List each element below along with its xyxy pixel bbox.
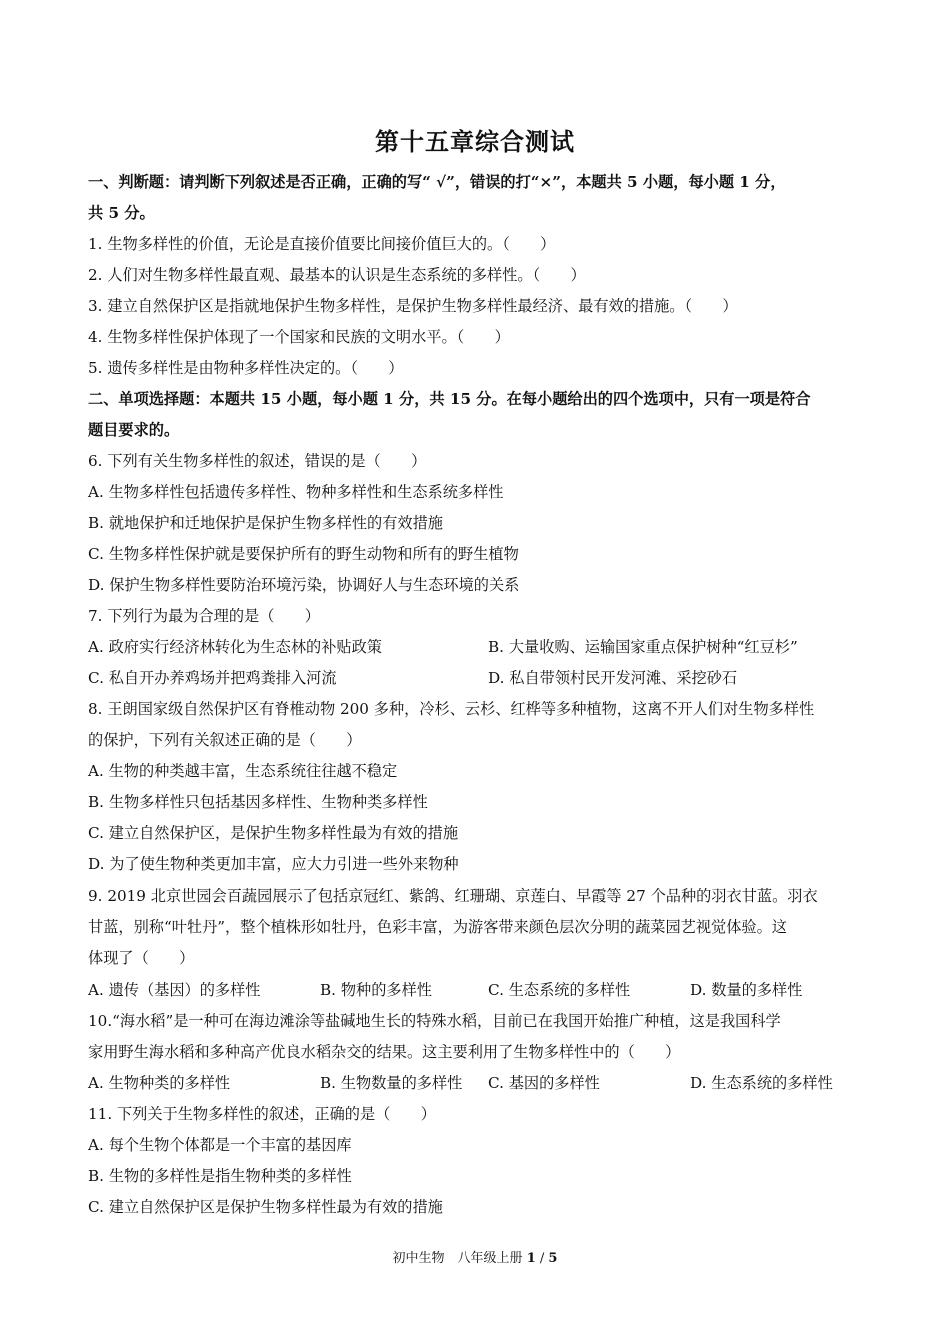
question-8-stem-line1: 8. 王朗国家级自然保护区有脊椎动物 200 多种，冷杉、云杉、红桦等多种植物，这离不开人们对生物多样性 bbox=[88, 700, 815, 718]
question-11-option-c: C. 建立自然保护区是保护生物多样性最为有效的措施 bbox=[88, 1198, 443, 1216]
page-title: 第十五章综合测试 bbox=[375, 127, 575, 156]
question-6-stem: 6. 下列有关生物多样性的叙述，错误的是（ ） bbox=[88, 452, 427, 470]
question-9-option-c: C. 生态系统的多样性 bbox=[488, 981, 631, 999]
footer-label: 初中生物 八年级上册 bbox=[392, 1251, 523, 1266]
question-7-option-b: B. 大量收购、运输国家重点保护树种“红豆杉” bbox=[488, 638, 798, 656]
question-11-stem: 11. 下列关于生物多样性的叙述，正确的是（ ） bbox=[88, 1105, 436, 1123]
question-2: 2. 人们对生物多样性最直观、最基本的认识是生态系统的多样性。（ ） bbox=[88, 266, 586, 284]
section1-heading-line1: 一、判断题：请判断下列叙述是否正确，正确的写“ √”，错误的打“×”，本题共 5 小题，每小题 1 分， bbox=[88, 173, 786, 191]
question-1: 1. 生物多样性的价值，无论是直接价值要比间接价值巨大的。（ ） bbox=[88, 235, 556, 253]
section1-heading-line2: 共 5 分。 bbox=[88, 204, 155, 222]
question-9-stem-line2: 甘蓝，别称“叶牡丹”，整个植株形如牡丹，色彩丰富，为游客带来颜色层次分明的蔬菜园艺视觉体验。这 bbox=[88, 918, 787, 936]
question-9-stem-line3: 体现了（ ） bbox=[88, 949, 195, 967]
question-10-option-a: A. 生物种类的多样性 bbox=[88, 1074, 231, 1092]
question-11-option-b: B. 生物的多样性是指生物种类的多样性 bbox=[88, 1167, 352, 1185]
footer-page-separator: / bbox=[539, 1251, 545, 1266]
question-6-option-d: D. 保护生物多样性要防治环境污染，协调好人与生态环境的关系 bbox=[88, 576, 520, 594]
question-7-option-c: C. 私自开办养鸡场并把鸡粪排入河流 bbox=[88, 669, 337, 687]
question-7-option-d: D. 私自带领村民开发河滩、采挖砂石 bbox=[488, 669, 738, 687]
question-10-option-b: B. 生物数量的多样性 bbox=[320, 1074, 463, 1092]
question-9-option-b: B. 物种的多样性 bbox=[320, 981, 432, 999]
question-9-stem-line1: 9. 2019 北京世园会百蔬园展示了包括京冠红、紫鸽、红珊瑚、京莲白、早霞等 27 个品种的羽衣甘蓝。羽衣 bbox=[88, 887, 818, 905]
question-3: 3. 建立自然保护区是指就地保护生物多样性，是保护生物多样性最经济、最有效的措施。（ ） bbox=[88, 297, 738, 315]
question-5: 5. 遗传多样性是由物种多样性决定的。（ ） bbox=[88, 359, 404, 377]
question-8-option-b: B. 生物多样性只包括基因多样性、生物种类多样性 bbox=[88, 793, 428, 811]
footer-page-current: 1 bbox=[526, 1251, 536, 1266]
question-6-option-c: C. 生物多样性保护就是要保护所有的野生动物和所有的野生植物 bbox=[88, 545, 519, 563]
question-10-option-c: C. 基因的多样性 bbox=[488, 1074, 600, 1092]
question-6-option-b: B. 就地保护和迁地保护是保护生物多样性的有效措施 bbox=[88, 514, 443, 532]
page-footer bbox=[0, 1247, 950, 1266]
question-9-option-a: A. 遗传（基因）的多样性 bbox=[88, 981, 261, 999]
question-10-option-d: D. 生态系统的多样性 bbox=[690, 1074, 833, 1092]
question-4: 4. 生物多样性保护体现了一个国家和民族的文明水平。（ ） bbox=[88, 328, 510, 346]
section2-heading-line1: 二、单项选择题：本题共 15 小题，每小题 1 分，共 15 分。在每小题给出的四个选项中，只有一项是符合 bbox=[88, 390, 811, 408]
question-8-option-a: A. 生物的种类越丰富，生态系统往往越不稳定 bbox=[88, 762, 398, 780]
question-10-stem-line1: 10.“海水稻”是一种可在海边滩涂等盐碱地生长的特殊水稻，目前已在我国开始推广种植，这是我国科学 bbox=[88, 1012, 781, 1030]
question-9-option-d: D. 数量的多样性 bbox=[690, 981, 803, 999]
question-8-option-d: D. 为了使生物种类更加丰富，应大力引进一些外来物种 bbox=[88, 855, 459, 873]
question-8-option-c: C. 建立自然保护区，是保护生物多样性最为有效的措施 bbox=[88, 824, 459, 842]
question-11-option-a: A. 每个生物个体都是一个丰富的基因库 bbox=[88, 1136, 352, 1154]
footer-page-total: 5 bbox=[548, 1251, 558, 1266]
section2-heading-line2: 题目要求的。 bbox=[88, 421, 180, 439]
question-7-option-a: A. 政府实行经济林转化为生态林的补贴政策 bbox=[88, 638, 382, 656]
question-10-stem-line2: 家用野生海水稻和多种高产优良水稻杂交的结果。这主要利用了生物多样性中的（ ） bbox=[88, 1043, 681, 1061]
question-7-stem: 7. 下列行为最为合理的是（ ） bbox=[88, 607, 320, 625]
question-6-option-a: A. 生物多样性包括遗传多样性、物种多样性和生态系统多样性 bbox=[88, 483, 504, 501]
question-8-stem-line2: 的保护，下列有关叙述正确的是（ ） bbox=[88, 731, 362, 749]
